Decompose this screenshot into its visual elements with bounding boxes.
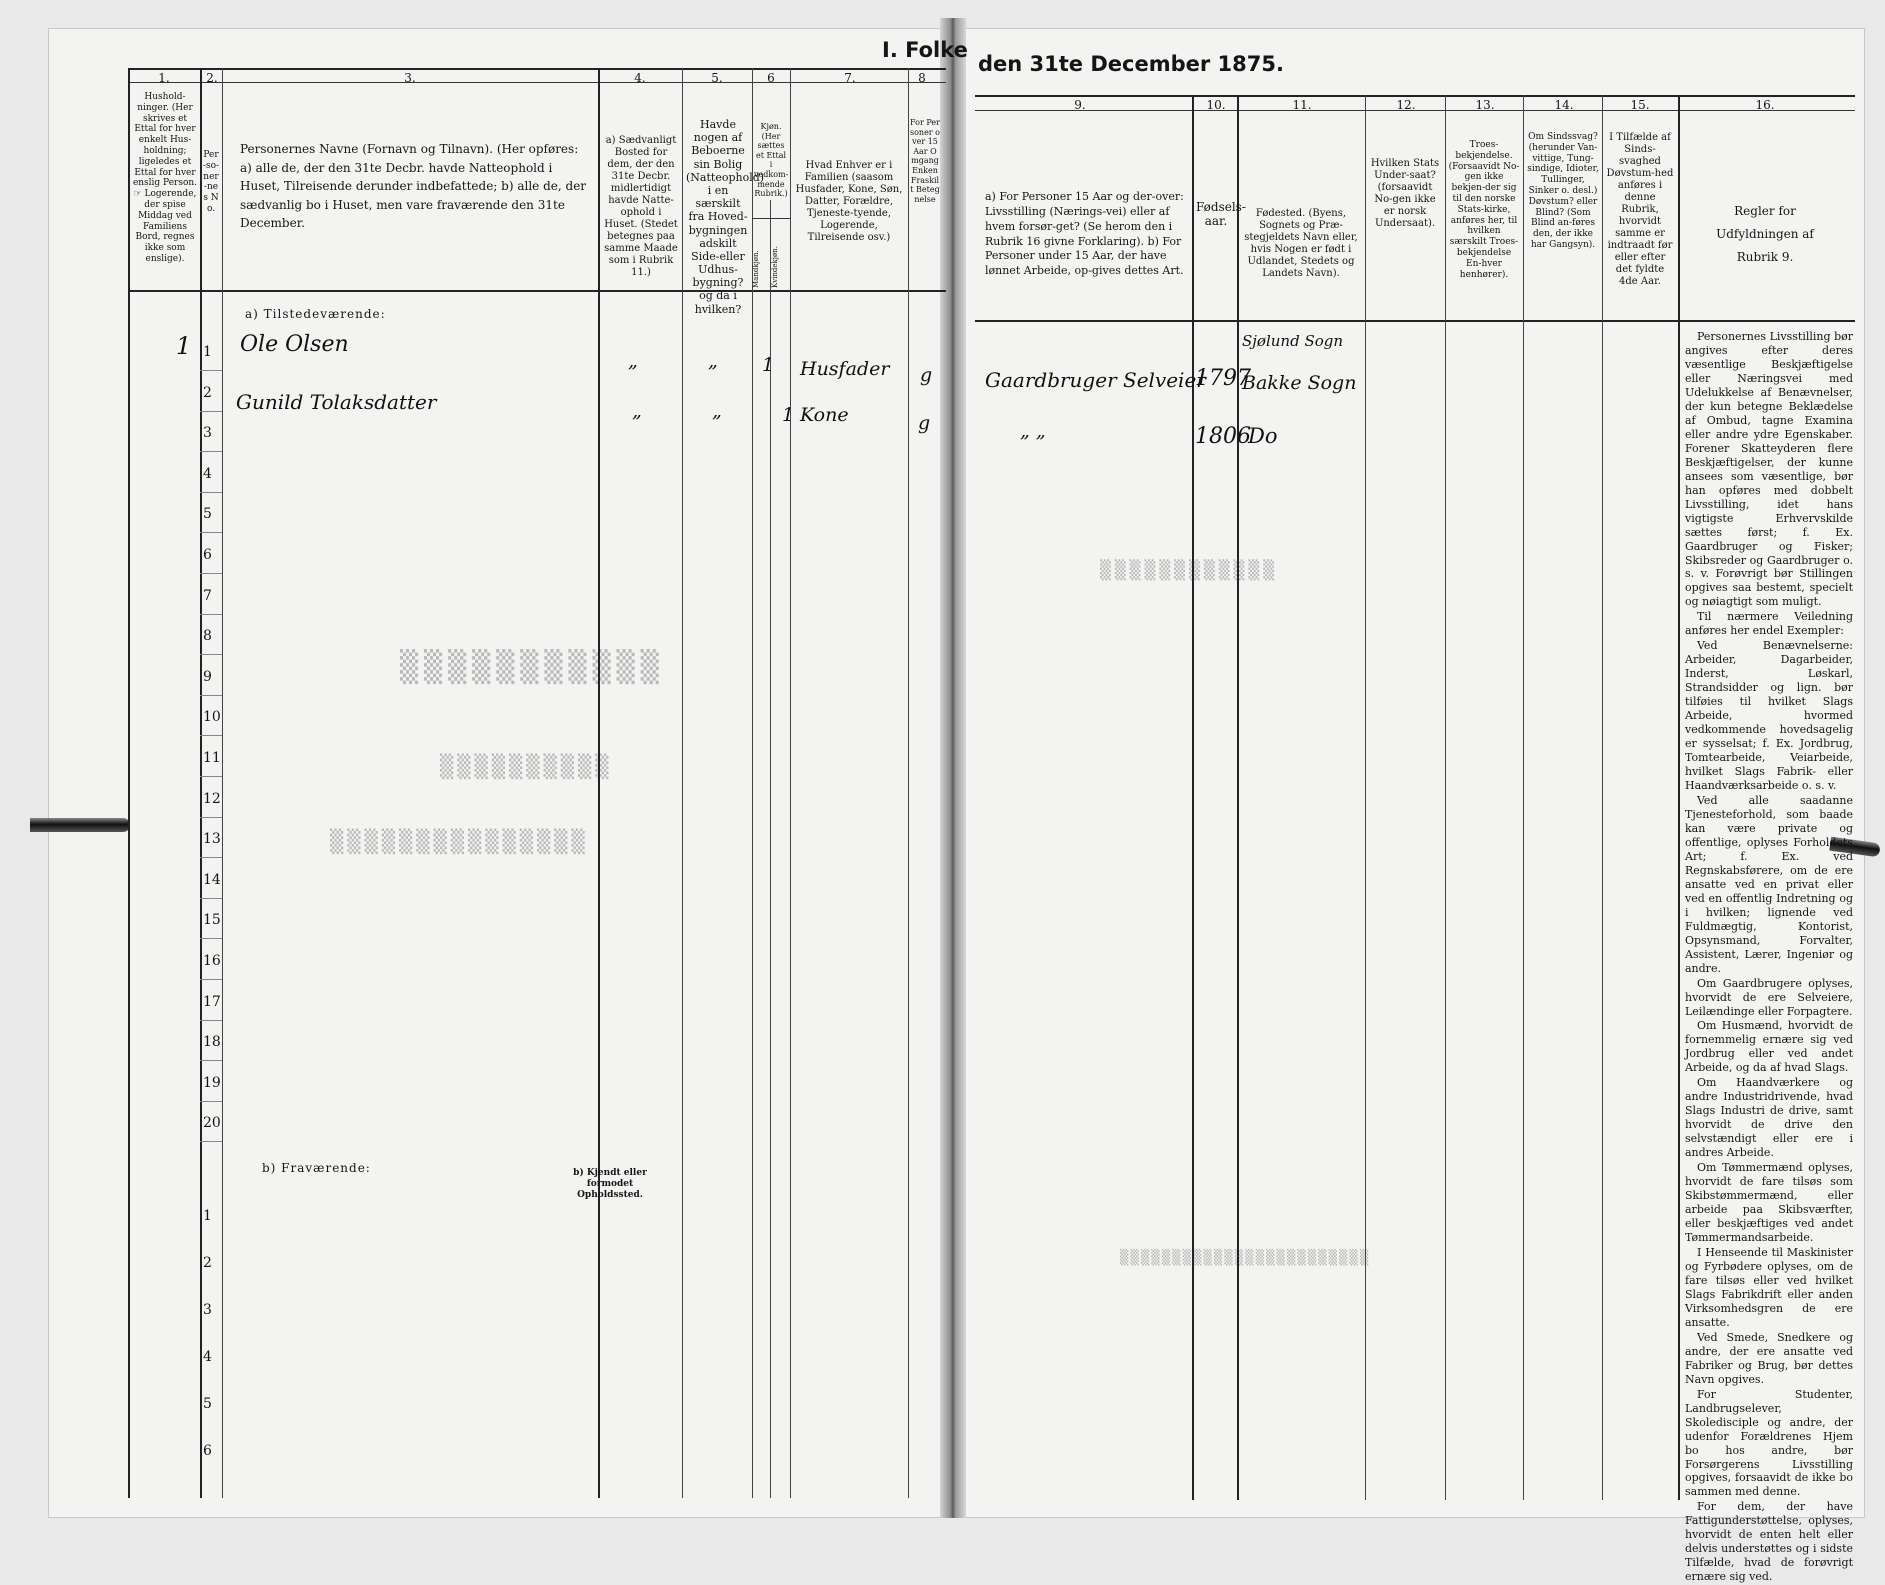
row-rule (200, 654, 222, 655)
absent-row-number: 3 (203, 1302, 212, 1318)
gender-sub-rule (752, 218, 790, 219)
rules-rubrik-9 (1685, 330, 1853, 1585)
right-col-line (1237, 95, 1239, 1500)
row-number: 8 (203, 628, 212, 645)
col-line (598, 68, 600, 1498)
col-num-14: 14. (1554, 98, 1574, 112)
row-rule (200, 898, 222, 899)
row-rule (200, 370, 222, 371)
absent-row-number: 5 (203, 1396, 212, 1412)
entry-role-1: Husfader (800, 358, 890, 380)
right-col-line (1445, 95, 1446, 1500)
right-col-line (1192, 95, 1194, 1500)
entry-name-1: Ole Olsen (240, 332, 349, 357)
entry-col5-2: „ (712, 400, 722, 422)
col-num-4: 4. (634, 71, 646, 85)
row-rule (200, 573, 222, 574)
entry-name-2: Gunild Tolaksdatter (236, 390, 437, 414)
col-line (790, 68, 791, 1498)
rules-paragraph: For Studenter, Landbrugselever, Skoledisciple og andre, der udenfor Forældrenes Hjem bo hos andre, bør Forsørgerens Livsstilling opgives, forsaavidt de ikke bo sammen med denne. (1685, 1387, 1853, 1499)
right-col-line (1678, 95, 1680, 1500)
right-header-bottom-rule (975, 320, 1855, 322)
row-number: 19 (203, 1074, 221, 1091)
row-number: 15 (203, 912, 221, 929)
household-mark: 1 (176, 332, 192, 360)
rules-paragraph: Ved Smede, Snedkere og andre, der ere ansatte ved Fabriker og Brug, bør dettes Navn opgives. (1685, 1330, 1853, 1386)
header-col-13: Troes-bekjendelse. (Forsaavidt No-gen ikke bekjen-der sig til den norske Stats-kirke, anføres her, til hvilken særskilt Troes-bekjendelse En-hver henhører). (1448, 140, 1520, 280)
row-number: 1 (203, 344, 212, 360)
absent-row-number: 6 (203, 1443, 212, 1459)
header-col-1: Hushold-ninger. (Her skrives et Ettal for hver enkelt Hus-holdning; ligeledes et Ettal for hver enslig Person. ☞ Logerende, der spise Middag ved Familiens Bord, regnes ikke som enslige). (132, 92, 198, 264)
col-line (908, 68, 909, 1498)
absent-row-number: 4 (203, 1349, 212, 1365)
rules-paragraph: Ved Benævnelserne: Arbeider, Dagarbeider, Inderst, Løskarl, Strandsidder og lign. bør tilføies til hvilket Slags Arbeide, hvormed vedkommende hovedsagelig er sysselsat; f. Ex. Jordbrug, Tomtearbeide, Veiarbeide, hvilket Slags Fabrik- eller Haandværksarbeide o. s. v. (1685, 639, 1853, 792)
entry-col8-1: g (920, 364, 933, 386)
entry-birthplace-2: Do (1248, 424, 1278, 448)
book-gutter (940, 18, 966, 1518)
rules-paragraph: Ved alle saadanne Tjenesteforhold, som baade kan være private og offentlige, oplyses Forholdets Art; f. Ex. ved Regnskabsførere, om de ere ansatte ved en privat eller ved en offentlig Indretning og i hvilken; lignende ved Fuldmægtig, Kontorist, Opsynsmand, Forvalter, Assistent, Lærer, Ingeniør og andre. (1685, 793, 1853, 975)
entry-birthyear-2: 1806 (1195, 424, 1251, 449)
col-num-1: 1. (158, 71, 170, 85)
header-col-15: I Tilfælde af Sinds-svaghed Døvstum-hed anføres i denne Rubrik, hvorvidt samme er indtraadt før eller efter det fyldte 4de Aar. (1606, 132, 1674, 287)
rules-paragraph: Om Gaardbrugere oplyses, hvorvidt de ere Selveiere, Leilændinge eller Forpagtere. (1685, 976, 1853, 1018)
row-rule (200, 411, 222, 412)
entry-female-2: 1 (782, 404, 795, 426)
row-rule (200, 1020, 222, 1021)
col-num-9: 9. (1074, 98, 1086, 112)
entry-occupation-2: „ „ (1020, 420, 1046, 442)
right-col-line (1602, 95, 1603, 1500)
rules-paragraph: I Henseende til Maskinister og Fyrbødere oplyses, om de fare tilsøs eller ved hvilket Slags Fabrikdrift eller anden Virksomhedsgren de ere ansatte. (1685, 1245, 1853, 1329)
col-num-13: 13. (1475, 98, 1495, 112)
col-line (200, 68, 202, 1498)
header-num-rule (128, 82, 946, 83)
right-col-line (1365, 95, 1366, 1500)
header-col-11: Fødested. (Byens, Sognets og Præ-stegjeldets Navn eller, hvis Nogen er født i Udlandet, Stedets og Landets Navn). (1244, 208, 1358, 279)
binder-clip-left (30, 818, 130, 832)
row-rule (200, 938, 222, 939)
entry-birthplace-1: Bakke Sogn (1242, 372, 1357, 394)
rules-paragraph: For dem, der have Fattigunderstøttelse, oplyses, hvorvidt de enten helt eller delvis understøttes og i sidste Tilfælde, hvad de forøvrigt ernære sig ved. (1685, 1500, 1853, 1584)
bleed-through-text: ▒▒▒▒▒▒▒▒▒▒▒▒ (1100, 560, 1279, 581)
col-num-16: 16. (1755, 98, 1775, 112)
entry-col4-2: „ (632, 400, 642, 422)
col-num-5: 5. (711, 71, 723, 85)
row-rule (200, 1101, 222, 1102)
header-top-rule (128, 68, 946, 70)
row-rule (200, 532, 222, 533)
row-number: 11 (203, 750, 221, 766)
row-number: 4 (203, 465, 212, 482)
row-number: 3 (203, 425, 212, 442)
right-header-top-rule (975, 95, 1855, 97)
absent-row-number: 1 (203, 1208, 212, 1224)
bleed-through-text: ▒▒▒▒▒▒▒▒▒▒▒▒▒▒▒▒▒▒▒▒▒▒▒▒ (1120, 1250, 1371, 1266)
row-rule (200, 817, 222, 818)
rules-paragraph: Om Husmænd, hvorvidt de fornemmelig ernære sig ved Jordbrug eller ved andet Arbeide, og da af hvad Slags. (1685, 1019, 1853, 1075)
header-col-12: Hvilken Stats Under-saat? (forsaavidt No-gen ikke er norsk Undersaat). (1370, 158, 1440, 229)
bleed-through-text: ▒▒▒▒▒▒▒▒▒▒ (440, 755, 613, 780)
section-absent: b) Fraværende: (262, 1161, 371, 1175)
col-line (682, 68, 683, 1498)
row-rule (200, 614, 222, 615)
entry-col5-1: „ (708, 350, 718, 372)
title-right: den 31te December 1875. (978, 52, 1284, 76)
row-rule (200, 776, 222, 777)
header-bottom-rule (128, 290, 946, 292)
header-col-10: Fødsels-aar. (1196, 200, 1246, 229)
header-col-2: Per-so-ner-nes No. (202, 150, 220, 214)
header-col-14: Om Sindssvag? (herunder Van-vittige, Tung-sindige, Idioter, Tullinger, Sinker o. desl.) Døvstum? eller Blind? (Som Blind an-føres den, der ikke har Gangsyn). (1527, 132, 1599, 250)
header-col-5: Havde nogen af Beboerne sin Bolig (Natteophold) i en særskilt fra Hoved-bygningen adskilt Side-eller Udhus-bygning? og da i hvilken? (686, 118, 765, 316)
col-line (128, 68, 130, 1498)
header-col-9: a) For Personer 15 Aar og der-over: Livsstilling (Nærings-vei) eller af hvem forsør-get? (Se herom den i Rubrik 16 givne Forklaring). b) For Personer under 15 Aar, der have lønnet Arbeide, op-gives dettes Art. (985, 190, 1184, 278)
header-col-16: Regler for Udfyldningen af Rubrik 9. (1716, 204, 1814, 264)
col-num-7: 7. (844, 71, 856, 85)
row-number: 2 (203, 384, 212, 401)
row-number: 10 (203, 709, 221, 726)
col-num-11: 11. (1292, 98, 1312, 112)
row-number: 18 (203, 1034, 221, 1051)
entry-birthyear-1: 1797 (1195, 366, 1251, 391)
entry-role-2: Kone (800, 404, 849, 426)
col-num-8: 8 (918, 71, 926, 85)
row-number: 16 (203, 953, 221, 969)
section-present: a) Tilstedeværende: (245, 307, 386, 321)
rules-paragraph: Om Tømmermænd oplyses, hvorvidt de fare tilsøs som Skibstømmermænd, eller arbeide paa Skibsværfter, eller beskjæftiges ved andet Tømmermandsarbeide. (1685, 1161, 1853, 1244)
header-col-7: Hvad Enhver er i Familien (saasom Husfader, Kone, Søn, Datter, Forældre, Tjeneste-tyende, Logerende, Tilreisende osv.) (795, 160, 903, 243)
row-rule (200, 1060, 222, 1061)
title-left: I. Folke (882, 38, 968, 62)
row-number: 9 (203, 668, 212, 685)
row-number: 7 (203, 587, 212, 604)
header-col-4: a) Sædvanligt Bosted for dem, der den 31te Decbr. midlertidigt havde Natte-ophold i Huset. (Stedet betegnes paa samme Maade som i Rubrik 11.) (604, 135, 678, 278)
row-number: 5 (203, 506, 212, 523)
rules-paragraph: Personernes Livsstilling bør angives efter deres væsentlige Beskjæftigelse eller Næringsvei med Udelukkelse af Benævnelser, der kun betegne Beklædelse af Ombud, tagne Examina eller andre ydre Egenskaber. Forener Skatteyderen flere Beskjæftigelser, der kunne ansees som væsentlige, bør han opføres med dobbelt Livsstilling, idet hans vigtigste Erhvervskilde sættes først; f. Ex. Gaardbruger og Fisker; Skibsreder og Gaardbruger o. s. v. Forøvrigt bør Stillingen opgives saa bestemt, specielt og nøiagtigt som muligt. (1685, 330, 1853, 609)
row-rule (200, 857, 222, 858)
col-num-10: 10. (1206, 98, 1226, 112)
row-rule (200, 695, 222, 696)
header-absent-col4: b) Kjendt eller formodet Opholdssted. (573, 1168, 647, 1200)
header-female: Kvindekjøn. (771, 246, 779, 288)
rules-paragraph: Til nærmere Veiledning anføres her endel Exempler: (1685, 610, 1853, 638)
absent-row-number: 2 (203, 1255, 212, 1271)
header-col-3: Personernes Navne (Fornavn og Tilnavn). (Her opføres: a) alle de, der den 31te Decbr. havde Natteophold i Huset, Tilreisende derunder indbefattede; b) alle de, der sædvanlig bo i Huset, men vare fraværende den 31te December. (240, 142, 587, 231)
bleed-through-text: ▒▒▒▒▒▒▒▒▒▒▒ (400, 650, 665, 685)
entry-male-1: 1 (762, 354, 775, 376)
col-num-2: 2. (206, 71, 218, 85)
header-col-8: For Personer over 15 Aar Omgang Enken Fraskilt Betegnelse (910, 118, 940, 204)
row-number: 12 (203, 790, 221, 807)
entry-occupation-1: Gaardbruger Selveier (985, 368, 1206, 392)
col-num-12: 12. (1396, 98, 1416, 112)
bleed-through-text: ▒▒▒▒▒▒▒▒▒▒▒▒▒▒▒ (330, 830, 589, 855)
row-rule (200, 979, 222, 980)
header-col-6: Kjøn. (Her sættes et Ettal i vedkom-mende Rubrik.) (754, 122, 789, 199)
row-rule (200, 1141, 222, 1142)
row-number: 20 (203, 1115, 221, 1132)
row-number: 6 (203, 547, 212, 563)
col-line (222, 68, 223, 1498)
rules-paragraph: Om Haandværkere og andre Industridrivende, hvad Slags Industri de drive, samt hvorvidt de drive den selvstændigt eller ere i andres Arbeide. (1685, 1076, 1853, 1160)
row-rule (200, 735, 222, 736)
row-number: 17 (203, 993, 221, 1010)
col-num-15: 15. (1630, 98, 1650, 112)
entry-col4-1: „ (628, 350, 638, 372)
col-num-3: 3. (404, 71, 416, 85)
col-line (770, 200, 771, 1498)
row-rule (200, 492, 222, 493)
row-number: 13 (203, 831, 221, 848)
header-male: Mandkjøn. (752, 250, 760, 288)
right-col-line (1523, 95, 1524, 1500)
row-number: 14 (203, 871, 221, 888)
entry-col8-2: g (918, 412, 931, 434)
entry-birthplace-top-1: Sjølund Sogn (1242, 332, 1344, 350)
col-num-6: 6 (767, 71, 775, 85)
row-rule (200, 451, 222, 452)
